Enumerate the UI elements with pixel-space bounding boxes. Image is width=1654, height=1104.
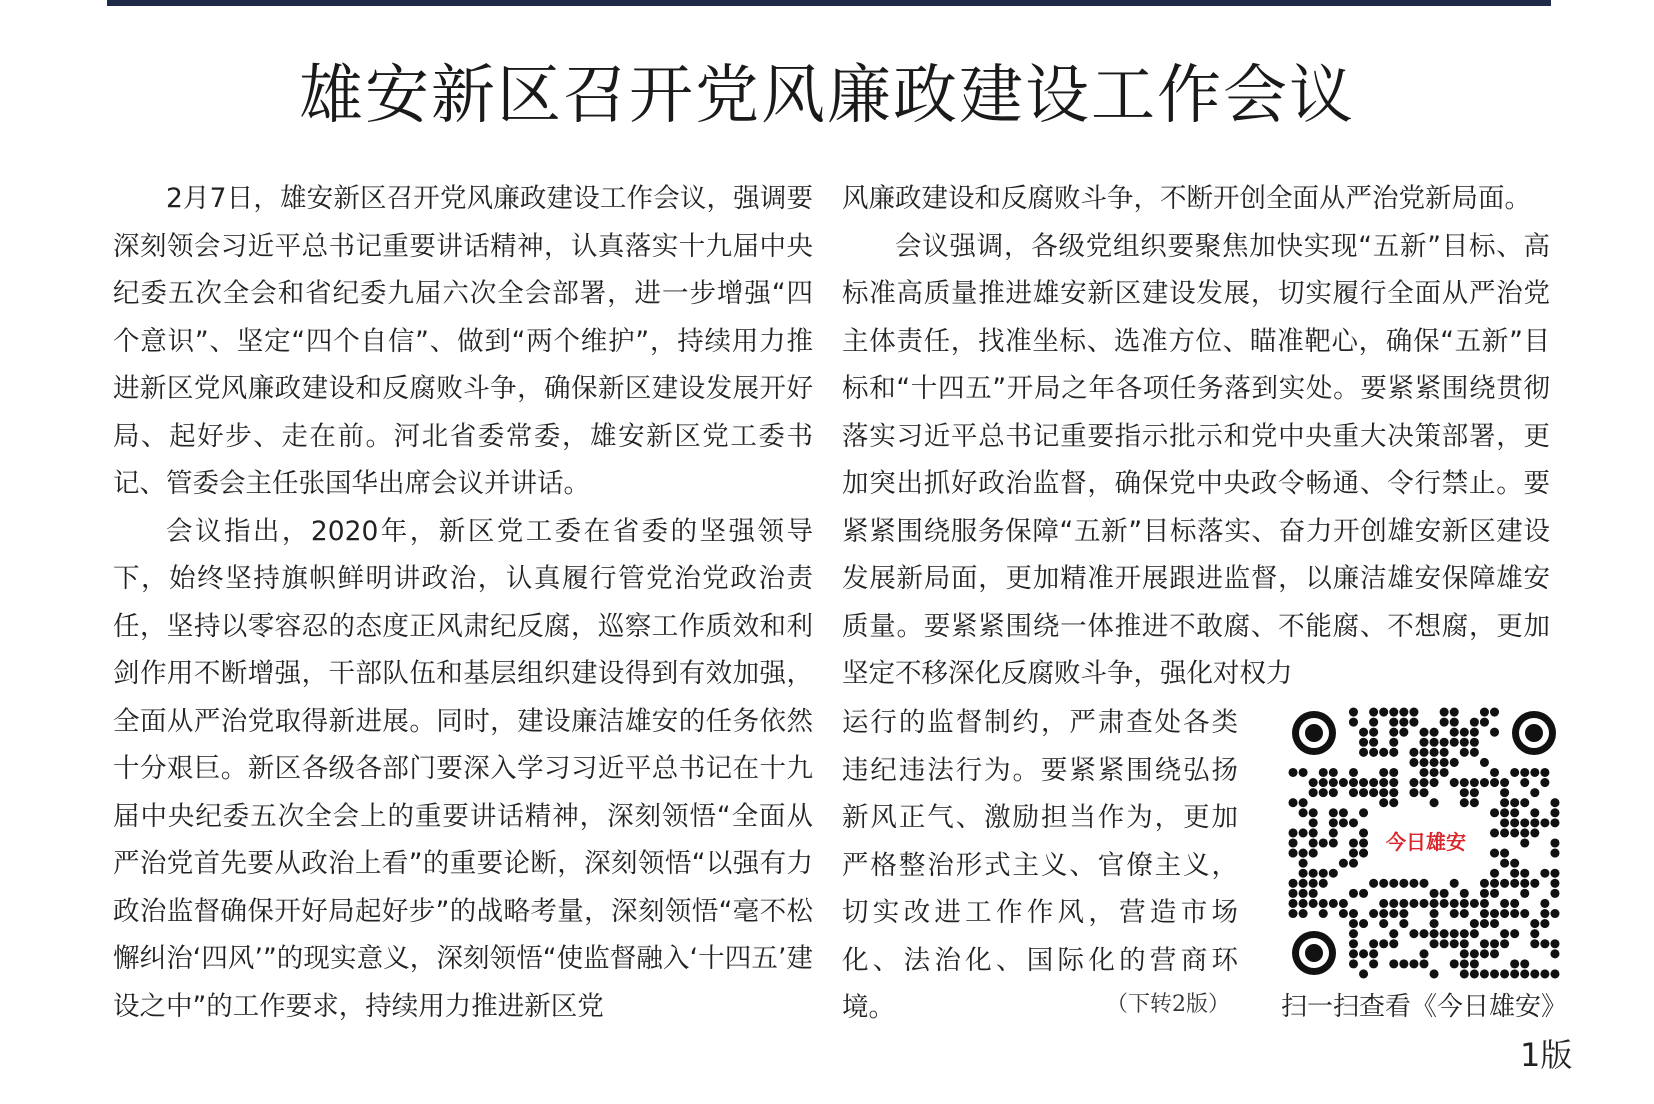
- qr-finder-top-left: [1292, 711, 1336, 755]
- top-rule: [107, 0, 1551, 6]
- continued-on-page-note: （下转2版）: [1106, 992, 1230, 1017]
- page-number: 1版: [1520, 1036, 1573, 1074]
- article-column-left: [113, 175, 813, 1030]
- qr-code[interactable]: [1288, 707, 1560, 979]
- paragraph-1: 2月7日，雄安新区召开党风廉政建设工作会议，强调要深刻领会习近平总书记重要讲话精神，认真落实十九届中央纪委五次全会和省纪委九届六次全会部署，进一步增强“四个意识”、坚定“四个自信”、做到“两个维护”，持续用力推进新区党风廉政建设和反腐败斗争，确保新区建设发展开好局、起好步、走在前。河北省委常委，雄安新区党工委书记、管委会主任张国华出席会议并讲话。: [113, 183, 813, 499]
- article-headline: 雄安新区召开党风廉政建设工作会议: [299, 59, 1355, 133]
- article-column-right: [842, 175, 1550, 698]
- qr-finder-bottom-left: [1292, 931, 1336, 975]
- qr-code-graphic: [1288, 707, 1560, 979]
- paragraph-2-continued: 风廉政建设和反腐败斗争，不断开创全面从严治党新局面。: [842, 183, 1531, 214]
- qr-finder-top-right: [1512, 711, 1556, 755]
- article-column-right-lower: [842, 699, 1238, 1032]
- paragraph-3: 会议强调，各级党组织要聚焦加快实现“五新”目标、高标准高质量推进雄安新区建设发展，切实履行全面从严治党主体责任，找准坐标、选准方位、瞄准靶心，确保“五新”目标和“十四五”开局之年各项任务落到实处。要紧紧围绕贯彻落实习近平总书记重要指示批示和党中央重大决策部署，更加突出抓好政治监督，确保党中央政令畅通、令行禁止。要紧紧围绕服务保障“五新”目标落实、奋力开创雄安新区建设发展新局面，更加精准开展跟进监督，以廉洁雄安保障雄安质量。要紧紧围绕一体推进不敢腐、不能腐、不想腐，更加坚定不移深化反腐败斗争，强化对权力: [842, 230, 1550, 689]
- paragraph-3-continued: 运行的监督制约，严肃查处各类违纪违法行为。要紧紧围绕弘扬新风正气、激励担当作为，更加严格整治形式主义、官僚主义，切实改进工作作风，营造市场化、法治化、国际化的营商环境。: [842, 707, 1238, 1023]
- qr-center-label: 今日雄安: [1386, 830, 1466, 854]
- qr-caption: 扫一扫查看《今日雄安》: [1281, 992, 1568, 1022]
- paragraph-2: 会议指出，2020年，新区党工委在省委的坚强领导下，始终坚持旗帜鲜明讲政治，认真履行管党治党政治责任，坚持以零容忍的态度正风肃纪反腐，巡察工作质效和利剑作用不断增强，干部队伍和基层组织建设得到有效加强，全面从严治党取得新进展。同时，建设廉洁雄安的任务依然十分艰巨。新区各级各部门要深入学习习近平总书记在十九届中央纪委五次全会上的重要讲话精神，深刻领悟“全面从严治党首先要从政治上看”的重要论断，深刻领悟“以强有力政治监督确保开好局起好步”的战略考量，深刻领悟“毫不松懈纠治‘四风’”的现实意义，深刻领悟“使监督融入‘十四五’建设之中”的工作要求，持续用力推进新区党: [113, 515, 813, 1022]
